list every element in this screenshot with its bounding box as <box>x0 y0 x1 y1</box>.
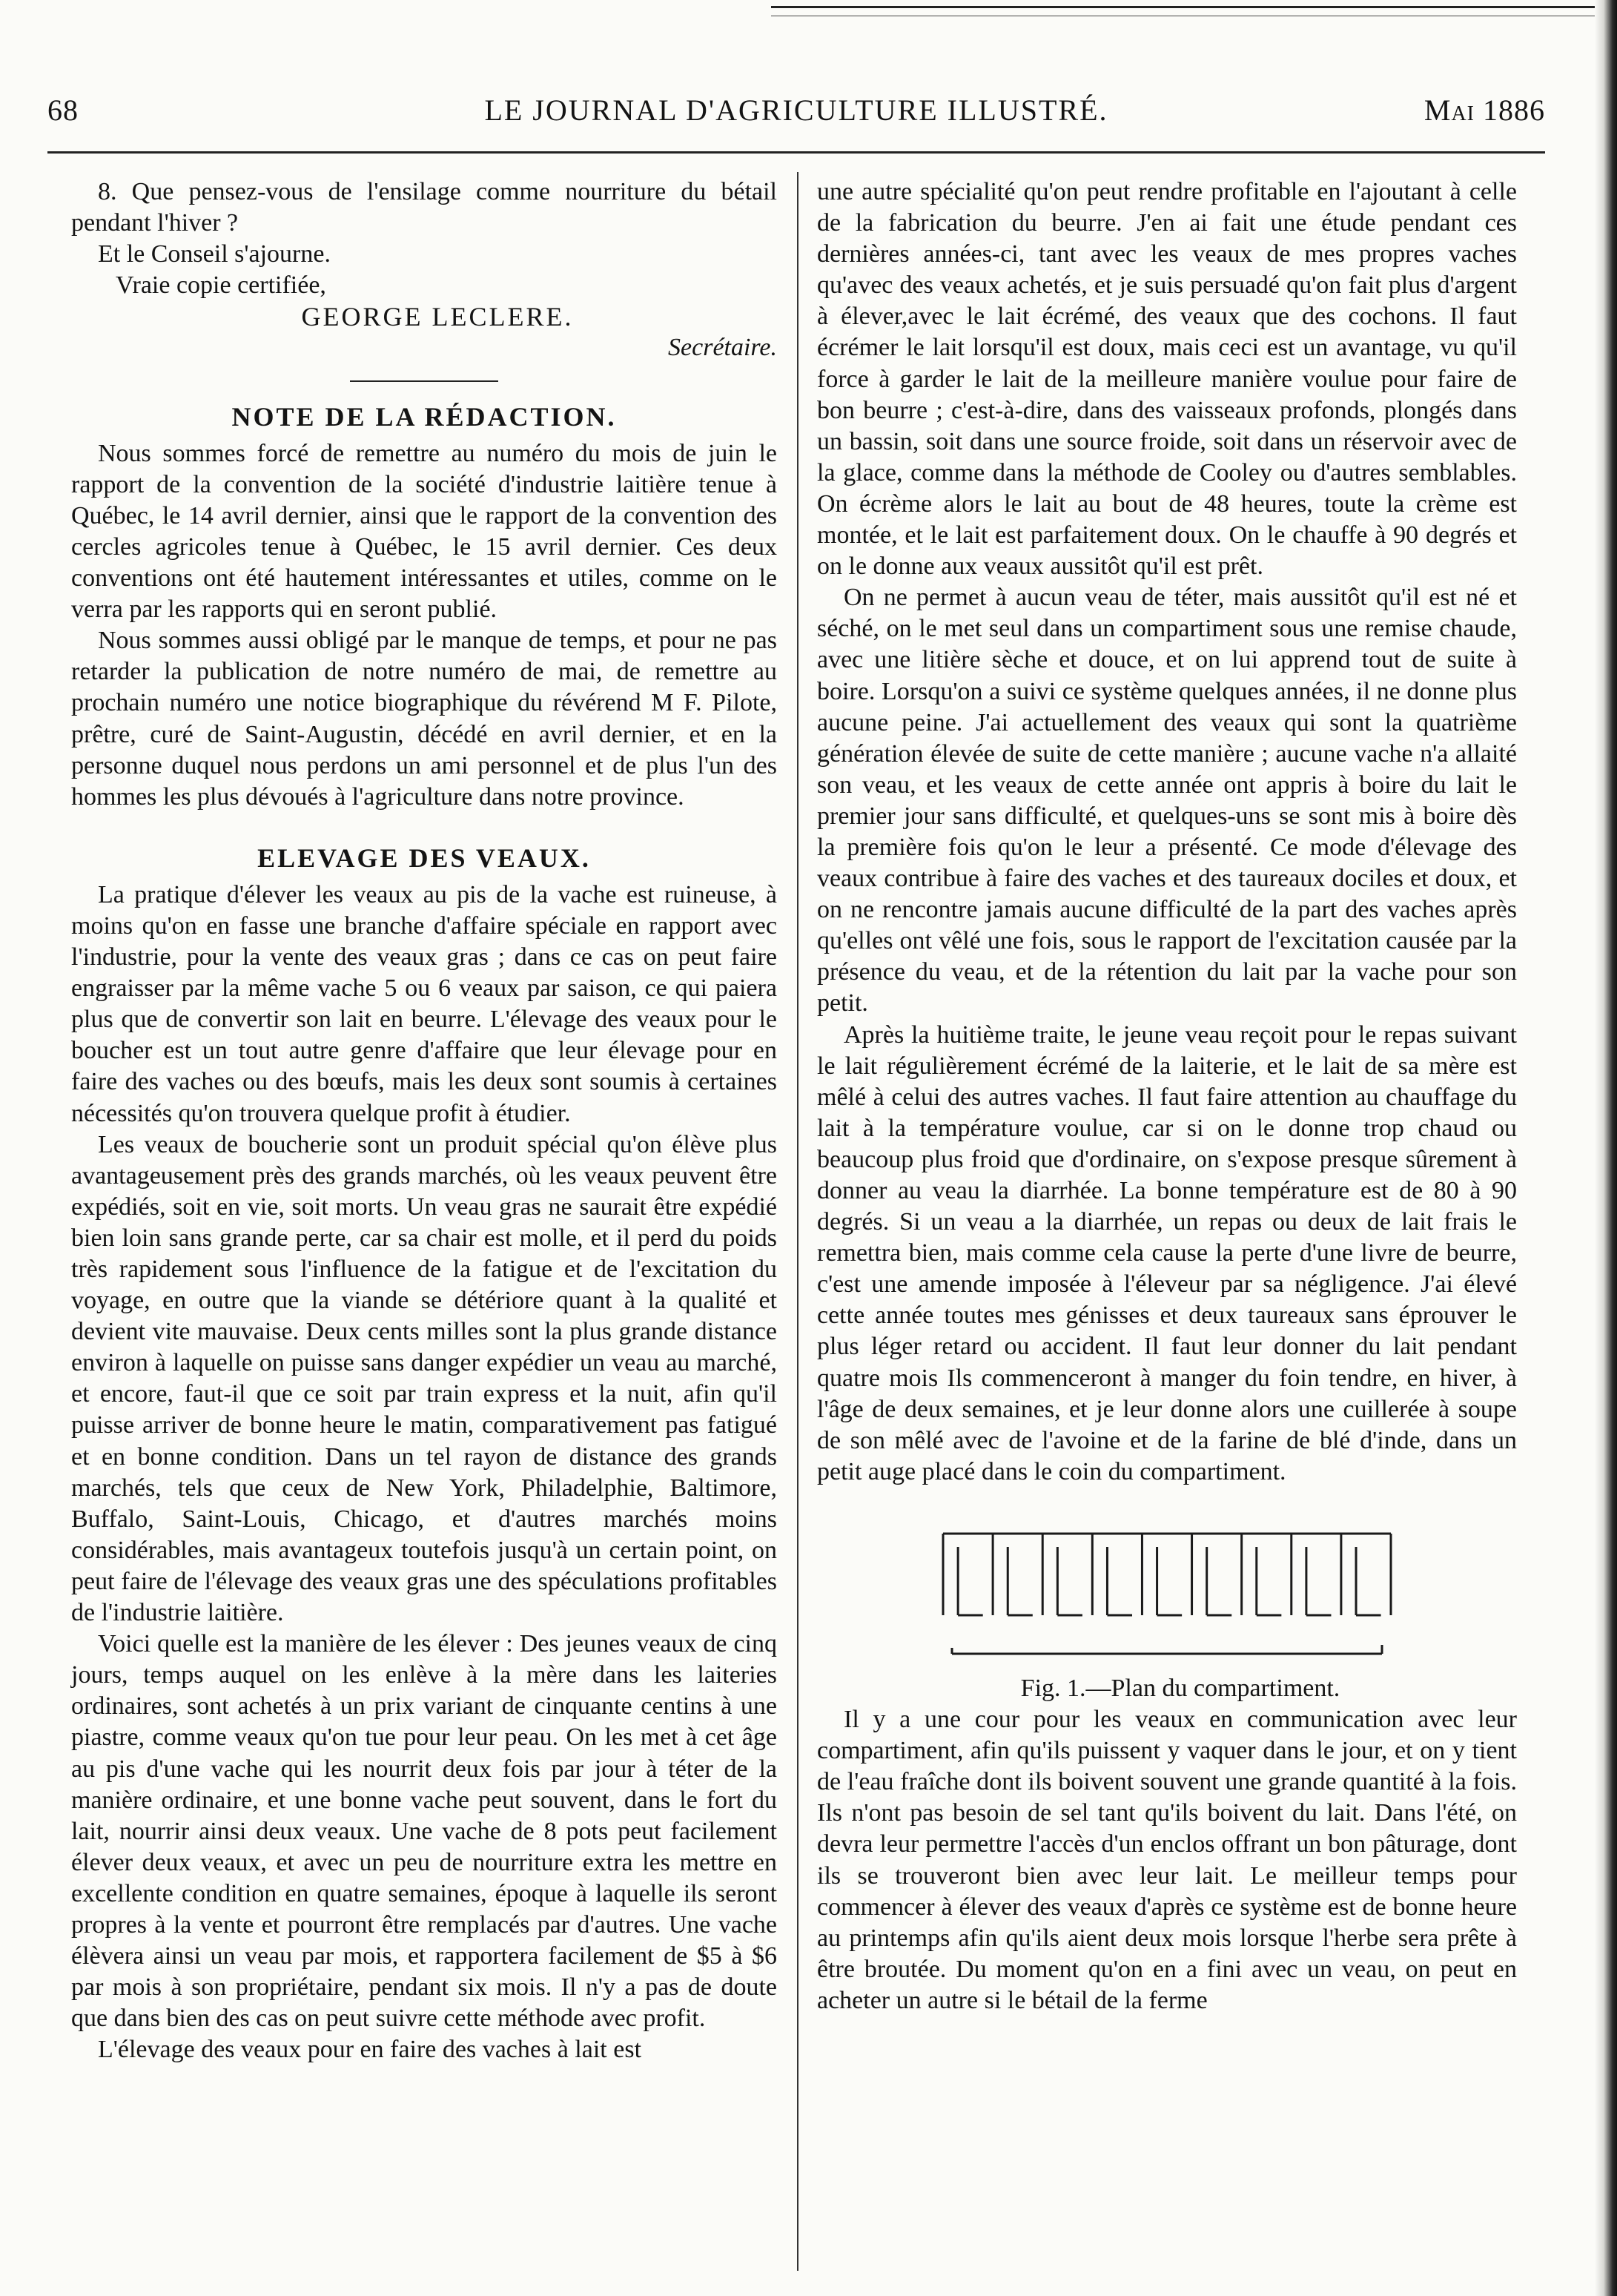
issue-date: Mai 1886 <box>1423 93 1545 127</box>
page-header <box>47 85 1545 130</box>
signature-title: Secrétaire. <box>668 334 777 362</box>
figure-caption: Fig. 1.—Plan du compartiment. <box>1020 1674 1340 1702</box>
note-paragraph: Nous sommes forcé de remettre au numéro du mois de juin le rapport de la convention de la société d'industrie laitière tenue à Québec, le 14 avril dernier, ainsi que le rapport de la convention des cercles agricoles tenue à Québec, le 15 avril dernier. Ces deux conventions ont été hautement intéressantes et utiles, comme on le verra par les rapports qui en seront publié. <box>71 439 777 624</box>
note-paragraph: Nous sommes aussi obligé par le manque de temps, et pour ne pas retarder la publication de notre numéro de mai, de remettre au prochain numéro une notice biographique du révérend M F. Pilote, prêtre, curé de Saint-Augustin, décédé en avril dernier, et en la personne duquel nous perdons un ami personnel et de plus l'un des hommes les plus dévoués à l'agriculture dans notre province. <box>71 627 777 811</box>
certified-line: Vraie copie certifiée, <box>116 271 326 300</box>
journal-title: LE JOURNAL D'AGRICULTURE ILLUSTRÉ. <box>484 93 1108 127</box>
article-paragraph: La pratique d'élever les veaux au pis de la vache est ruineuse, à moins qu'on en fasse une branche d'affaire spéciale en rapport avec l'industrie, pour la vente des veaux gras ; dans ce cas on peut faire engraisser par la même vache 5 ou 6 veaux par saison, ce qui paiera plus que de convertir son lait en beurre. L'élevage des veaux pour le boucher est un tout autre genre d'affaire que leur élevage pour en faire des vaches ou des bœufs, mais les deux sont soumis à certaines nécessités qu'on trouvera quelque profit à étudier. <box>71 880 777 1127</box>
compartment-plan-drawing <box>930 1526 1404 1667</box>
signature-name: GEORGE LECLERE. <box>301 302 574 332</box>
article-paragraph: L'élevage des veaux pour en faire des vaches à lait est <box>98 2036 642 2064</box>
section-gap <box>71 813 777 842</box>
header-rule <box>47 151 1545 154</box>
article-paragraph: Les veaux de boucherie sont un produit spécial qu'on élève plus avantageusement près des grands marchés, où les veaux peuvent être expédiés, soit en vie, soit morts. Un veau gras ne saurait être expédié bien loin sans grande perte, car sa chair est molle, et il perd du poids très rapidement sous l'influence de la fatigue et de l'excitation du voyage, en outre que la viande se détériore quant à la qualité et devient vite mauvaise. Deux cents milles sont la plus grande distance environ à laquelle on puisse sans danger expédier un veau au marché, et encore, faut-il que ce soit par train express et la nuit, afin qu'il puisse arriver de bonne heure le matin, comparativement pas fatigué et en bonne condition. Dans un tel rayon de distance des grands marchés, tels que ceux de New York, Philadelphie, Baltimore, Buffalo, Saint-Louis, Chicago, et d'autres marchés moins considérables, mais avantageux toutefois jusqu'à un certain point, on peut faire de l'élevage des veaux gras une des spéculations profitables de l'industrie laitière. <box>71 1130 777 1627</box>
article-paragraph: Voici quelle est la manière de les élever : Des jeunes veaux de cinq jours, temps auquel on les enlève à la mère dans les laiteries ordinaires, sont achetés à un prix variant de cinquante centins à une piastre, comme veaux qu'on tue pour leur peau. On les met à cet âge au pis d'une vache qui les nourrit deux fois par jour à téter de la manière ordinaire, et une bonne vache peut souvent, dans le fort du lait, nourrir ainsi deux veaux. Une vache de 8 pots peut facilement élever deux veaux, et avec un peu de nourriture extra les mettre en excellente condition en quatre semaines, époque à laquelle ils seront propres à la vente et pourront être remplacés par d'autres. Une vache élèvera ainsi un veau par mois, et rapportera facilement de $5 à $6 par mois à son propriétaire, pendant six mois. Il n'y a pas de doute que dans bien des cas on peut suivre cette méthode avec profit. <box>71 1630 777 2033</box>
note-heading: NOTE DE LA RÉDACTION. <box>231 401 617 432</box>
right-column <box>817 177 1517 2016</box>
column-divider <box>797 172 798 2271</box>
compartment-plan-figure <box>930 1526 1404 1667</box>
continued-paragraph: une autre spécialité qu'on peut rendre profitable en l'ajoutant à celle de la fabrication du beurre. J'en ai fait une étude pendant ces dernières années-ci, tant avec les veaux de mes propres vaches qu'avec des veaux achetés, et je suis persuadé qu'on fait plus d'argent à élever,avec le lait écrémé, des veaux que des cochons. Il faut écrémer le lait lorsqu'il est doux, mais ceci est un avantage, vu qu'il force à garder le lait de la meilleure manière voulue pour faire de bon beurre ; c'est-à-dire, dans des vaisseaux profonds, plongés dans un bassin, soit dans une source froide, soit dans un réservoir avec de la glace, comme dans la méthode de Cooley ou d'autres semblables. On écrème alors le lait au bout de 48 heures, toute la crème est montée, et le lait est parfaitement doux. On le chauffe à 90 degrés et on le donne aux veaux aussitôt qu'il est prêt. <box>817 178 1517 581</box>
adjourn-line: Et le Conseil s'ajourne. <box>98 240 331 268</box>
page-number: 68 <box>47 93 79 127</box>
question-8-paragraph: 8. Que pensez-vous de l'ensilage comme nourriture du bétail pendant l'hiver ? <box>71 178 777 237</box>
article-heading: ELEVAGE DES VEAUX. <box>257 842 591 873</box>
left-column <box>71 177 777 2065</box>
top-border-rule <box>771 6 1602 16</box>
article-paragraph: Il y a une cour pour les veaux en communication avec leur compartiment, afin qu'ils puissent y vaquer dans le jour, et on y tient de l'eau fraîche dont ils boivent souvent une grande quantité à la fois. Ils n'ont pas besoin de sel tant qu'ils boivent du lait. Dans l'été, on devra leur permettre l'accès d'un enclos offrant un bon pâturage, dont ils se trouveront bien avec leur lait. Le meilleur temps pour commencer à élever des veaux d'après ce système est de bonne heure au printemps afin qu'ils aient deux mois lorsque l'herbe sera prête à être broutée. Du moment qu'on en a fini avec un veau, on peut en acheter un autre si le bétail de la ferme <box>817 1706 1517 2014</box>
section-rule <box>350 380 498 382</box>
scan-edge-shadow <box>1595 0 1617 2296</box>
article-paragraph: Après la huitième traite, le jeune veau reçoit pour le repas suivant le lait régulièrement écrémé de la laiterie, et le lait de sa mère est mêlé à celui des autres vaches. Il faut faire attention au chauffage du lait à la température voulue, car si on le donne trop chaud ou beaucoup plus froid que d'ordinaire, on s'expose presque sûrement à donner au veau la diarrhée. La bonne température est de 80 à 90 degrés. Si un veau a la diarrhée, un repas ou deux de lait frais le remettra bien, mais comme cela cause la perte d'une livre de beurre, c'est une amende imposée à l'éleveur par sa négligence. J'ai élevé cette année toutes mes génisses et deux taureaux sans éprouver le plus léger retard ou accident. Il faut leur donner du lait pendant quatre mois Ils commenceront à manger du foin tendre, en hiver, à l'âge de deux semaines, et je leur donne alors une cuillerée à soupe de son mêlé avec de l'avoine et de la farine de blé d'inde, dans un petit auge placé dans le coin du compartiment. <box>817 1020 1517 1485</box>
article-paragraph: On ne permet à aucun veau de téter, mais aussitôt qu'il est né et séché, on le met seul dans un compartiment sous une remise chaude, avec une litière sèche et douce, et on lui apprend tout de suite à boire. Lorsqu'on a suivi ce système quelques années, il ne donne plus aucune peine. J'ai actuellement des veaux qui sont la quatrième génération élevée de suite de cette manière ; aucune vache n'a allaité son veau, et les veaux de cette année ont appris à boire du lait le premier jour sans difficulté, et quelques-uns se sont mis à boire dès la première fois qu'on le leur a présenté. Ce mode d'élevage des veaux contribue à faire des vaches et des taureaux dociles et doux, et on ne rencontre jamais aucune difficulté de la part des vaches après qu'elles ont vêlé une fois, sous le rapport de l'excitation causée par la présence du veau, et de la rétention du lait par la vache pour son petit. <box>817 584 1517 1017</box>
